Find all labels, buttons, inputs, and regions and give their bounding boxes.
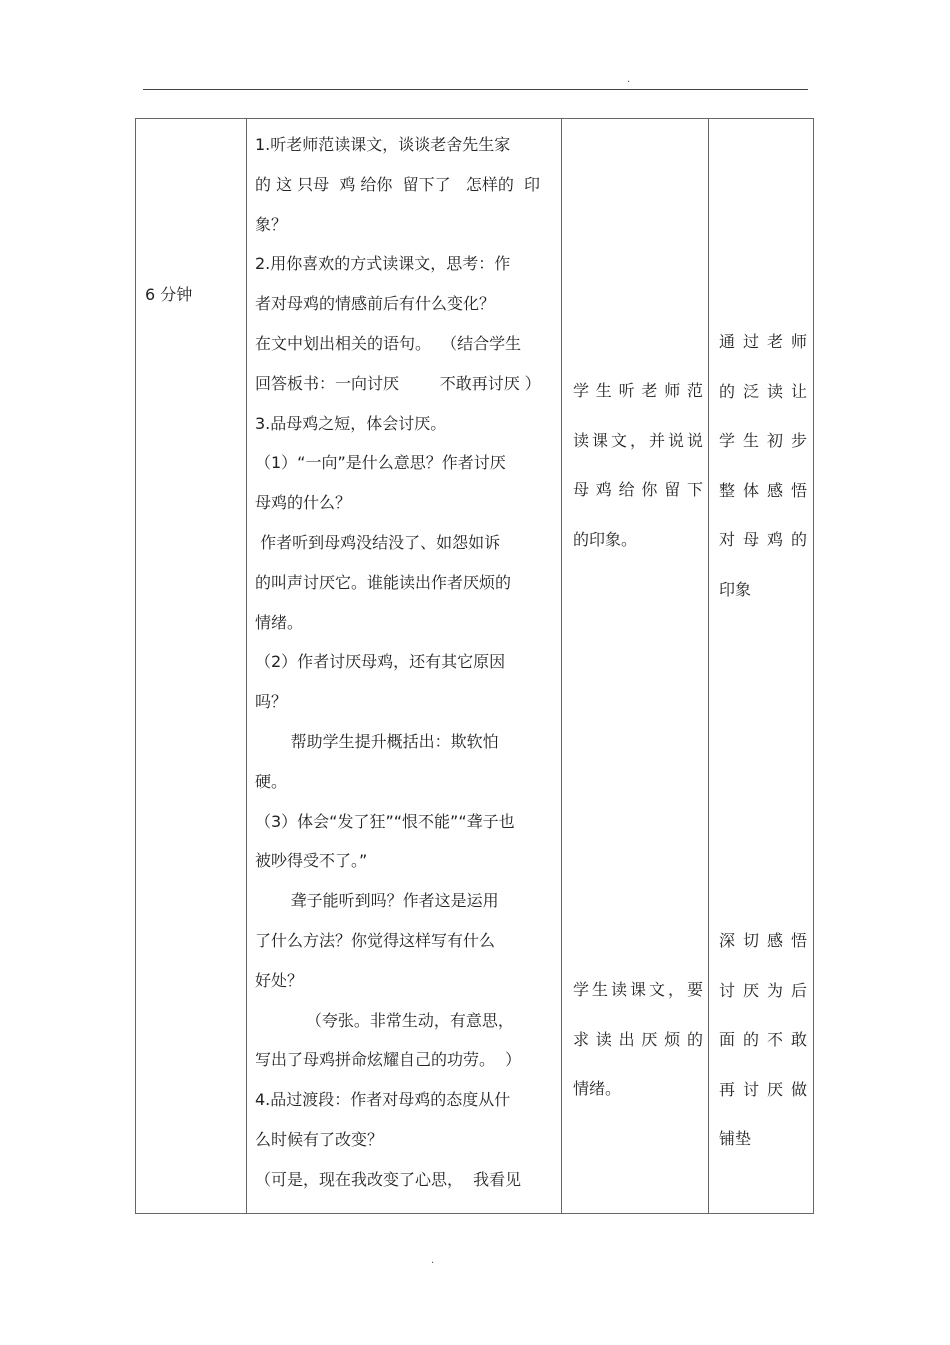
column-divider: [246, 119, 247, 1213]
teacher-activity-line: （可是，现在我改变了心思， 我看见: [255, 1169, 522, 1189]
student-activity-line: 求读出厌烦的: [573, 1029, 703, 1049]
time-cell: 6 分钟: [145, 285, 193, 304]
teacher-activity-line: 了什么方法？你觉得这样写有什么: [255, 930, 496, 950]
student-activity-line: 的印象。: [573, 529, 638, 549]
teacher-activity-line: 3.品母鸡之短，体会讨厌。: [255, 413, 447, 433]
teacher-activity-line: 情绪。: [255, 612, 304, 632]
student-activity-line: 读课文，并说说: [573, 430, 703, 450]
teacher-activity-line: 么时候有了改变？: [255, 1129, 384, 1149]
column-divider: [708, 119, 709, 1213]
design-purpose-line: 通过老师: [719, 332, 807, 351]
teacher-activity-line: （夸张。非常生动，有意思，: [255, 1010, 514, 1030]
design-purpose-line: 学生初步: [719, 431, 807, 450]
design-purpose-line: 对母鸡的: [719, 530, 807, 549]
teacher-activity-line: （2）作者讨厌母鸡，还有其它原因: [255, 652, 506, 672]
teacher-activity-line: 母鸡的什么？: [255, 493, 352, 513]
teacher-activity-line: （3）体会“发了狂”“恨不能”“聋子也: [255, 811, 515, 831]
design-purpose-line: 面的不敢: [719, 1030, 807, 1049]
header-mark: .: [627, 74, 631, 85]
student-activity-line: 学生读课文，要: [573, 980, 703, 999]
teacher-activity-line: 被吵得受不了。”: [255, 851, 368, 871]
teacher-activity-line: 的叫声讨厌它。谁能读出作者厌烦的: [255, 572, 512, 592]
design-purpose-line: 铺垫: [719, 1129, 752, 1148]
teacher-activity-line: 1.听老师范读课文，谈谈老舍先生家: [255, 135, 511, 154]
student-activity-line: 学生听老师范: [573, 381, 703, 400]
teacher-activity-line: 的 这 只母 鸡 给你 留下了 怎样的 印: [255, 174, 541, 194]
teacher-activity-line: 2.用你喜欢的方式读课文，思考：作: [255, 254, 511, 274]
design-purpose-2: [719, 916, 807, 1164]
lesson-plan-table: [135, 118, 814, 1214]
teacher-activity-line: （1）“一向”是什么意思？作者讨厌: [255, 453, 506, 473]
student-activity-1: [573, 366, 703, 564]
student-activity-line: 母鸡给你留下: [573, 480, 703, 499]
design-purpose-line: 深切感悟: [719, 931, 807, 950]
teacher-activity-line: 硬。: [255, 771, 288, 791]
design-purpose-line: 整体感悟: [719, 480, 807, 500]
design-purpose-line: 讨厌为后: [719, 980, 807, 1000]
teacher-activity-line: 写出了母鸡拼命炫耀自己的功劳。 ）: [255, 1050, 522, 1070]
teacher-activity-line: 帮助学生提升概括出：欺软怕: [255, 731, 499, 751]
teacher-activity-line: 好处？: [255, 970, 304, 990]
teacher-activity-line: 作者听到母鸡没结没了、如怨如诉: [255, 532, 501, 552]
teacher-activity-line: 聋子能听到吗？作者这是运用: [255, 891, 499, 911]
teacher-activity-line: 吗？: [255, 692, 288, 712]
teacher-activity-line: 回答板书：一向讨厌 不敢再讨厌 ）: [255, 373, 541, 393]
student-activity-2: [573, 965, 703, 1114]
design-purpose-line: 印象: [719, 579, 752, 599]
teacher-activity-line: 4.品过渡段：作者对母鸡的态度从什: [255, 1090, 511, 1110]
header-rule: [143, 89, 808, 90]
teacher-activity-line: 者对母鸡的情感前后有什么变化？: [255, 294, 496, 314]
design-purpose-1: [719, 317, 807, 614]
student-activity-line: 情绪。: [573, 1079, 622, 1098]
footer-mark: .: [431, 1255, 435, 1266]
teacher-activity-cell: [255, 131, 565, 1206]
design-purpose-line: 的泛读让: [719, 381, 807, 401]
teacher-activity-line: 象？: [255, 214, 288, 234]
teacher-activity-line: 在文中划出相关的语句。 （结合学生: [255, 333, 522, 353]
design-purpose-line: 再讨厌做: [719, 1079, 807, 1099]
